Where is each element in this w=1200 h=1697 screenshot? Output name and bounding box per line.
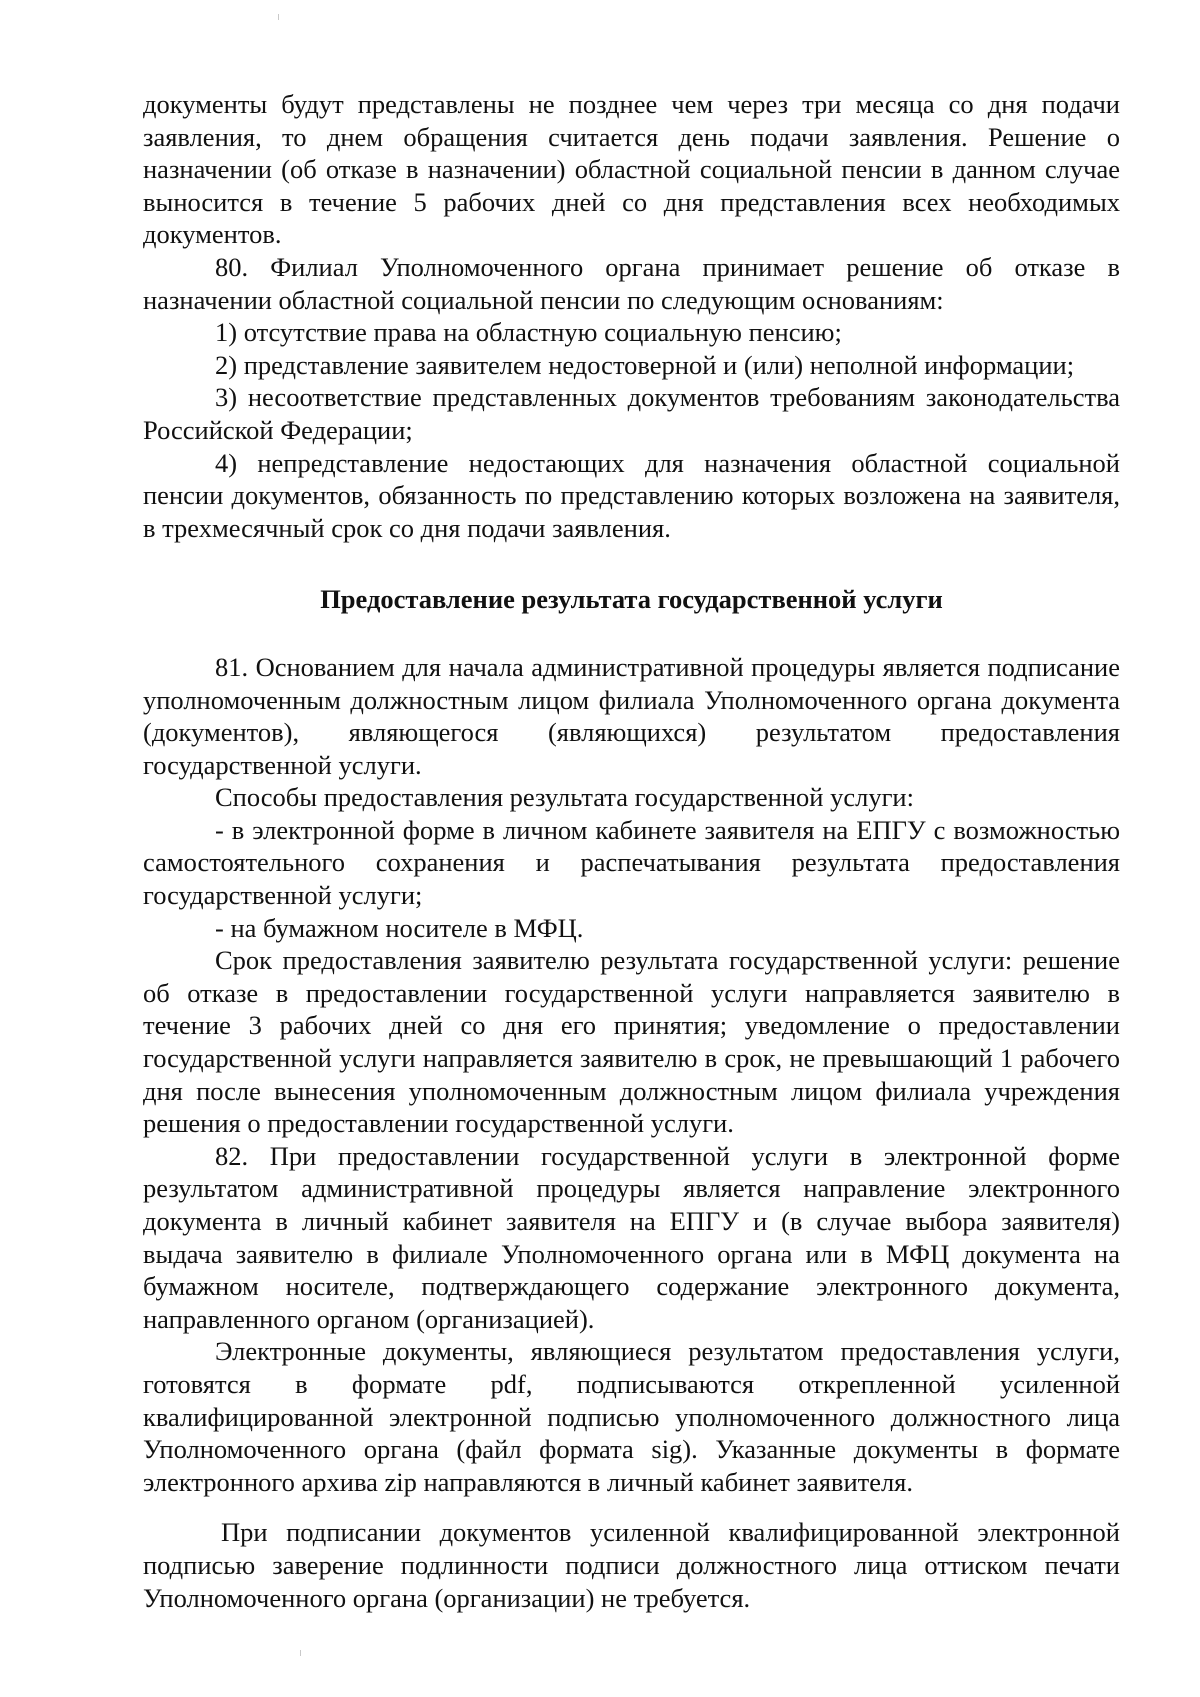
document-body: [143, 88, 1120, 1614]
section-title: Предоставление результата государственной услуги: [320, 584, 943, 615]
paragraph-80: 80. Филиал Уполномоченного органа принимает решение об отказе в назначении областной социальной пенсии по следующим основаниям:: [143, 251, 1120, 315]
scan-artifact-top: [278, 14, 279, 20]
list-item-electronic: - в электронной форме в личном кабинете заявителя на ЕПГУ с возможностью самостоятельного сохранения и распечатывания результата предоставления государственной услуги;: [143, 814, 1120, 911]
list-item-4: 4) непредставление недостающих для назначения областной социальной пенсии документов, обязанность по представлению которых возложена на заявителя, в трехмесячный срок со дня подачи заявления.: [143, 447, 1120, 543]
paragraph-82: 82. При предоставлении государственной услуги в электронной форме результатом административной процедуры является направление электронного документа в личный кабинет заявителя на ЕПГУ и (в случае выбора заявителя) выдача заявителю в филиале Уполномоченного органа или в МФЦ документа на бумажном носителе, подтверждающего содержание электронного документа, направленного органом (организацией).: [143, 1140, 1120, 1334]
paragraph-deadline: Срок предоставления заявителю результата государственной услуги: решение об отказе в предоставлении государственной услуги направляется заявителю в течение 3 рабочих дней со дня его принятия; уведомление о предоставлении государственной услуги направляется заявителю в срок, не превышающий 1 рабочего дня после вынесения уполномоченным должностным лицом филиала учреждения решения о предоставлении государственной услуги.: [143, 945, 1120, 1139]
list-item-2: 2) представление заявителем недостоверной и (или) неполной информации;: [215, 349, 1075, 380]
scan-artifact-bottom: [300, 1650, 301, 1656]
list-item-1: 1) отсутствие права на областную социальную пенсию;: [215, 317, 842, 348]
paragraph-electronic-docs: Электронные документы, являющиеся результатом предоставления услуги, готовятся в формате pdf, подписываются открепленной усиленной квалифицированной электронной подписью уполномоченного должностного лица Уполномоченного органа (файл формата sig). Указанные документы в формате электронного архива zip направляются в личный кабинет заявителя.: [143, 1336, 1120, 1497]
paragraph-methods-intro: Способы предоставления результата государственной услуги:: [215, 782, 914, 813]
list-item-paper: - на бумажном носителе в МФЦ.: [215, 912, 584, 943]
paragraph-continuation: документы будут представлены не позднее чем через три месяца со дня подачи заявления, то днем обращения считается день подачи заявления. Решение о назначении (об отказе в назначении) областной социальной пенсии в данном случае выносится в течение 5 рабочих дней со дня представления всех необходимых документов.: [143, 89, 1120, 250]
paragraph-81: 81. Основанием для начала административной процедуры является подписание уполномоченным должностным лицом филиала Уполномоченного органа документа (документов), являющегося (являющихся) результатом предоставления государственной услуги.: [143, 651, 1120, 780]
list-item-3: 3) несоответствие представленных документов требованиям законодательства Российской Федерации;: [143, 382, 1120, 445]
paragraph-signature: При подписании документов усиленной квалифицированной электронной подписью заверение подлинности подписи должностного лица оттиском печати Уполномоченного органа (организации) не требуется.: [143, 1517, 1120, 1613]
